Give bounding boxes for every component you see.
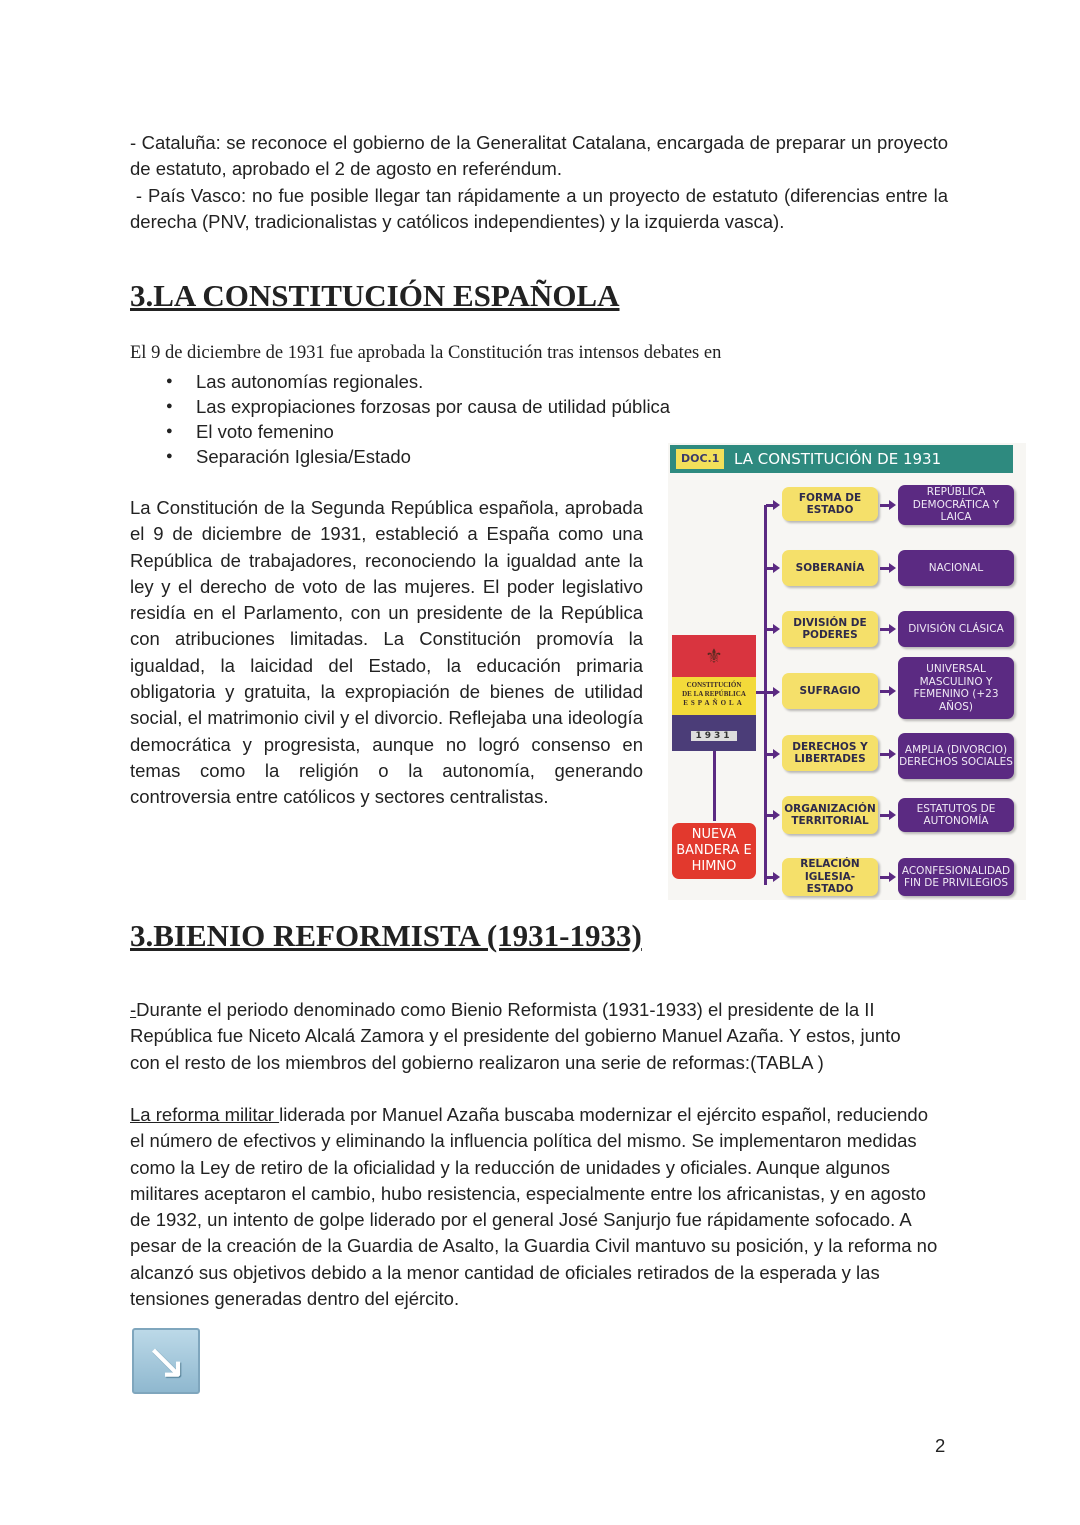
diagram-key: SUFRAGIO <box>782 673 878 709</box>
arrow-icon <box>880 690 892 693</box>
section-heading-constitucion: 3.LA CONSTITUCIÓN ESPAÑOLA <box>130 278 620 313</box>
book-subtitle: DE LA REPÚBLICA <box>682 690 746 698</box>
diagram-key: SOBERANÍA <box>782 550 878 586</box>
list-item: ● Las expropiaciones forzosas por causa de utilidad pública <box>130 394 670 419</box>
page-number: 2 <box>935 1435 946 1456</box>
pais-vasco-paragraph: - País Vasco: no fue posible llegar tan rápidamente a un proyecto de estatuto (diferencias entre la derecha (PNV, tradicionalistas y católicos independientes) y la izquierda vasca). <box>130 184 954 232</box>
diagram-value: REPÚBLICA DEMOCRÁTICA Y LAICA <box>898 485 1014 525</box>
arrow-down-right-icon[interactable]: ↘ <box>132 1328 200 1394</box>
dash: - <box>130 999 137 1020</box>
reforma-militar-text: liderada por Manuel Azaña buscaba modernizar el ejército español, reduciendo el número de efectivos y eliminando la influencia política del mismo. Se implementaron medidas como la Ley de retiro de la oficialidad y la reducción de unidades y oficiales. Aunque algunos militares aceptaron el cambio, hubo resistencia, especialmente entre los africanistas, y en agosto de 1932, un intento de golpe liderado por el general José Sanjurjo fue rápidamente sofocado. A pesar de la creación de la Guardia de Asalto, la Guardia Civil mantuvo su posición, y la reforma no alcanzó sus objetivos debido a la menor cantidad de oficiales retirados de la esperada y las tensiones generadas dentro del ejército. <box>130 1104 938 1310</box>
constitution-paragraph: La Constitución de la Segunda República española, aprobada el 9 de diciembre de 1931, estableció a España como una República de trabajadores, reconociendo la igualdad ante la ley y el derecho de voto de las mujeres. El poder legislativo residía en el Parlamento, con un presidente de la República con atribuciones limitadas. La Constitución promovía la igualdad, la laicidad del Estado, la educación primaria obligatoria y gratuita, la expropiación de bienes de utilidad social, el matrimonio civil y el divorcio. Reflejaba una ideología democrática y progresista, aunque no logró consenso en temas como la religión o la autonomía, generando controversia entre católicos y sectores centralistas. <box>130 497 643 808</box>
section-heading-bienio: 3.BIENIO REFORMISTA (1931-1933) <box>130 918 642 953</box>
diagram-value: ESTATUTOS DE AUTONOMÍA <box>898 798 1014 832</box>
arrow-icon <box>766 567 776 570</box>
diagram-value: ACONFESIONALIDAD FIN DE PRIVILEGIOS <box>898 858 1014 896</box>
diagram-value: NACIONAL <box>898 550 1014 586</box>
arrow-icon <box>880 567 892 570</box>
list-item: ● Separación Iglesia/Estado <box>130 444 670 469</box>
constitution-book-icon: ⚜ CONSTITUCIÓN DE LA REPÚBLICA ESPAÑOLA 1931 <box>672 635 756 751</box>
arrow-icon <box>766 628 776 631</box>
diagram-key: RELACIÓN IGLESIA-ESTADO <box>782 858 878 896</box>
list-item: ● Las autonomías regionales. <box>130 369 670 394</box>
book-title: CONSTITUCIÓN <box>686 681 742 689</box>
connector-line <box>713 751 716 821</box>
arrow-icon <box>880 628 892 631</box>
diagram-header <box>670 445 1013 473</box>
diagram-key: FORMA DE ESTADO <box>782 487 878 521</box>
arrow-icon <box>766 876 776 879</box>
list-item: ● El voto femenino <box>130 419 670 444</box>
constitution-diagram <box>668 443 1026 900</box>
arrow-icon <box>766 753 776 756</box>
reforma-militar-paragraph <box>130 1102 942 1312</box>
bandera-himno-box: NUEVA BANDERA E HIMNO <box>672 823 756 879</box>
lead-text: El 9 de diciembre de 1931 fue aprobada la Constitución tras intensos debates en <box>130 343 722 363</box>
arrow-icon <box>756 691 776 694</box>
diagram-key: DIVISIÓN DE PODERES <box>782 611 878 647</box>
doc-label: DOC.1 <box>676 449 724 469</box>
book-year: 1931 <box>691 731 736 741</box>
bienio-intro-text: Durante el periodo denominado como Bienio Reformista (1931-1933) el presidente de la II República fue Niceto Alcalá Zamora y el presidente del gobierno Manuel Azaña. Y estos, junto con el resto de los miembros del gobierno realizaron una serie de reformas:(TABLA ) <box>130 999 901 1073</box>
diagram-key: DERECHOS Y LIBERTADES <box>782 735 878 771</box>
reforma-militar-link[interactable]: La reforma militar <box>130 1104 280 1125</box>
diagram-title: LA CONSTITUCIÓN DE 1931 <box>734 450 942 468</box>
bienio-intro-paragraph <box>130 997 930 1076</box>
arrow-icon <box>880 753 892 756</box>
arrow-icon <box>880 504 892 507</box>
arrow-icon <box>880 814 892 817</box>
diagram-value: UNIVERSAL MASCULINO Y FEMENINO (+23 AÑOS) <box>898 657 1014 719</box>
diagram-key: ORGANIZACIÓN TERRITORIAL <box>782 796 878 834</box>
book-subtitle: ESPAÑOLA <box>683 699 745 707</box>
diagram-value: DIVISIÓN CLÁSICA <box>898 611 1014 647</box>
arrow-icon <box>766 814 776 817</box>
arrow-icon <box>880 876 892 879</box>
intro-text <box>130 130 954 235</box>
diagram-value: AMPLIA (DIVORCIO) DERECHOS SOCIALES <box>898 733 1014 779</box>
connector-line <box>764 505 767 885</box>
cataluna-paragraph: - Cataluña: se reconoce el gobierno de la Generalitat Catalana, encargada de preparar un proyecto de estatuto, aprobado el 2 de agosto en referéndum. <box>130 132 948 180</box>
debates-list <box>130 369 670 469</box>
arrow-icon <box>766 504 776 507</box>
